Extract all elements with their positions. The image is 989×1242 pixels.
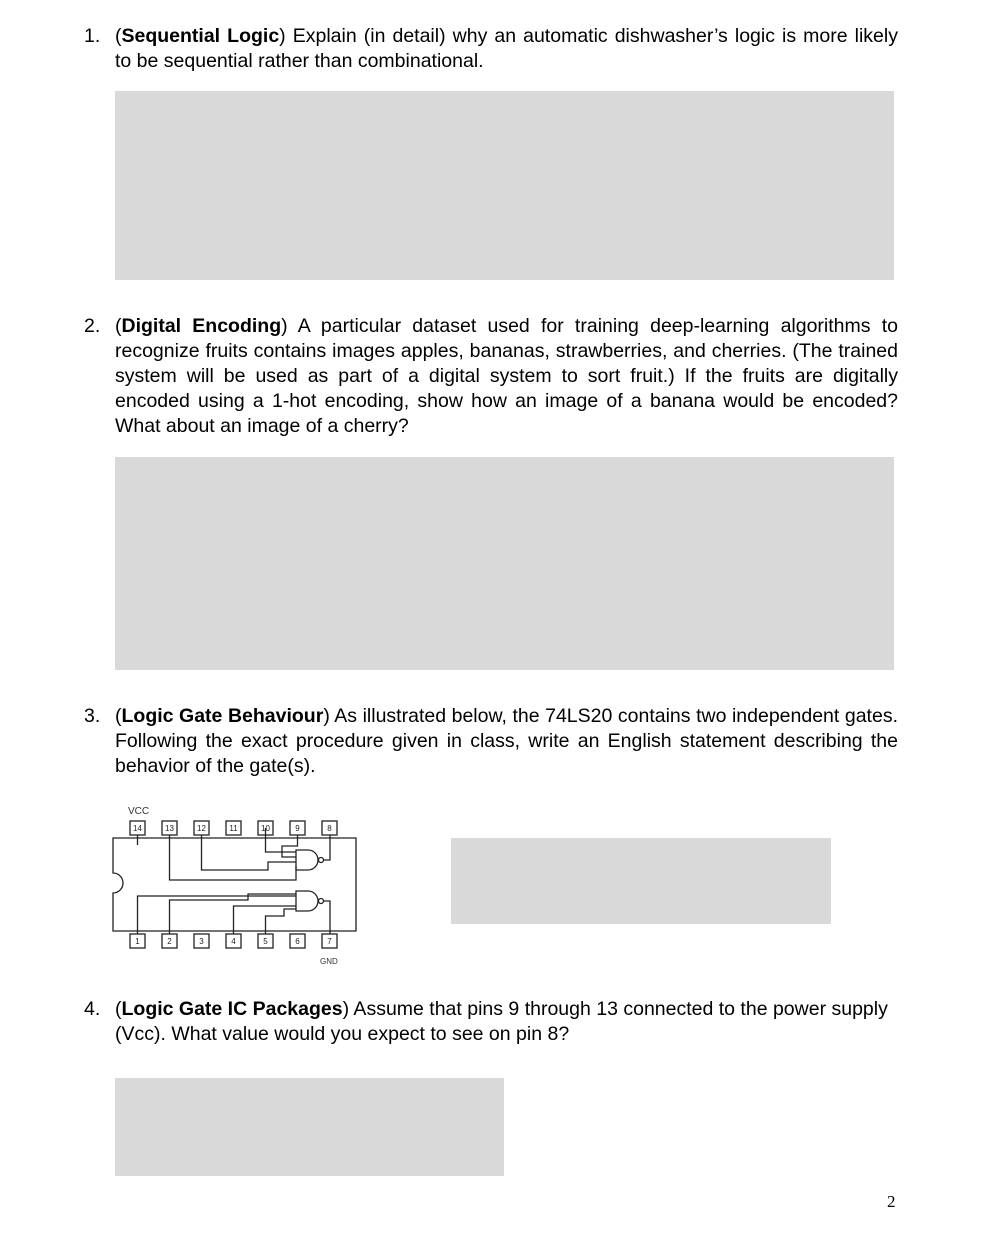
pin-label: 8 [327,824,332,833]
question-body: As illustrated below, the 74LS20 contains two independent gates. Following the exact procedure given in class, write an English statement describing the behavior of the gate(s). [115,705,898,777]
question-text: (Digital Encoding) A particular dataset used for training deep-learning algorithms to recognize fruits contains images apples, bananas, strawberries, and cherries. (The trained system will be used as part of a digital system to sort fruit.) If the fruits are digitally encoded using a 1-hot encoding, show how an image of a banana would be encoded? What about an image of a cherry? [115,315,898,437]
question-title: Logic Gate IC Packages [121,998,343,1020]
pin-label: 12 [197,824,206,833]
question-4 [84,997,898,1047]
question-number: 1. [84,25,101,47]
question-number: 3. [84,705,101,727]
nand-gate-upper [296,850,324,870]
question-number: 2. [84,315,101,337]
pin-label: 14 [133,824,142,833]
vcc-label: VCC [128,806,150,817]
question-1 [84,24,898,74]
pin-label: 7 [327,937,332,946]
pin-label: 1 [135,937,140,946]
page-number: 2 [887,1192,896,1211]
answer-box-2[interactable] [115,457,894,670]
question-body: A particular dataset used for training deep-learning algorithms to recognize fruits contains images apples, bananas, strawberries, and cherries. (The trained system will be used as part of a digital system to sort fruit.) If the fruits are digitally encoded using a 1-hot encoding, show how an image of a banana would be encoded? What about an image of a cherry? [115,315,898,437]
question-text: (Logic Gate Behaviour) As illustrated below, the 74LS20 contains two independent gates. Following the exact procedure given in class, write an English statement describing the behavior of the gate(s). [115,705,898,777]
question-title: Sequential Logic [121,25,280,47]
question-2 [84,314,898,439]
question-text: (Sequential Logic) Explain (in detail) why an automatic dishwasher’s logic is more likely to be sequential rather than combinational. [115,25,898,72]
pin-label: 11 [229,824,238,833]
question-title: Logic Gate Behaviour [121,705,324,727]
pin-label: 4 [231,937,236,946]
question-text: (Logic Gate IC Packages) Assume that pins 9 through 13 connected to the power supply (Vcc). What value would you expect to see on pin 8? [115,998,888,1045]
pin-label: 10 [261,824,270,833]
nand-gate-lower [296,891,324,911]
question-3 [84,704,898,779]
gnd-label: GND [320,957,338,966]
question-title: Digital Encoding [121,315,282,337]
chip-body [113,838,356,931]
pin-label: 3 [199,937,204,946]
question-body: Explain (in detail) why an automatic dishwasher’s logic is more likely to be sequential rather than combinational. [115,25,898,72]
question-body: Assume that pins 9 through 13 connected to the power supply (Vcc). What value would you expect to see on pin 8? [115,998,888,1045]
pin-label: 13 [165,824,174,833]
pin-label: 6 [295,937,300,946]
ic-74ls20-diagram [108,800,368,972]
pin-label: 2 [167,937,172,946]
pin-label: 9 [295,824,300,833]
answer-box-4[interactable] [115,1078,504,1176]
answer-box-1[interactable] [115,91,894,280]
wiring [138,828,331,934]
answer-box-3[interactable] [451,838,831,924]
question-number: 4. [84,998,101,1020]
pin-label: 5 [263,937,268,946]
